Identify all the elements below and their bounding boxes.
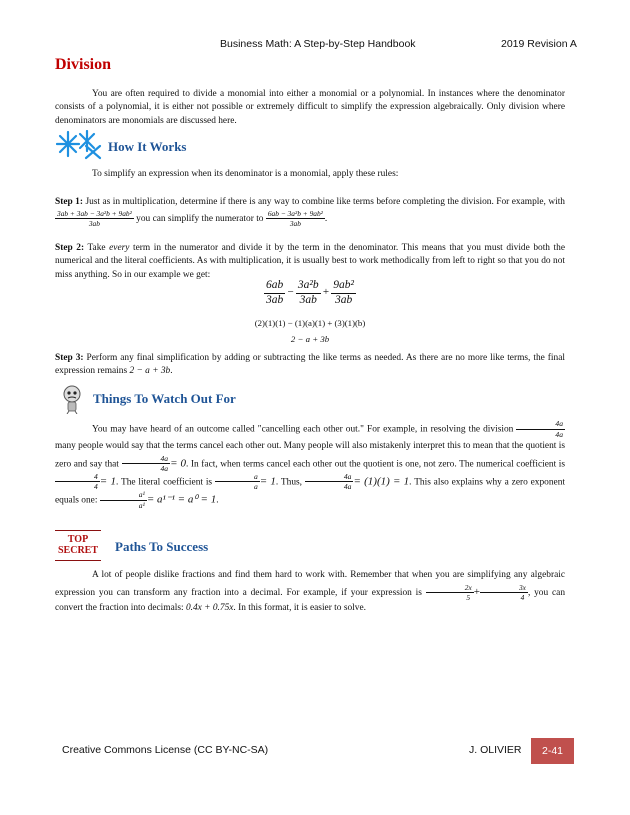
step1-text-a: Just as in multiplication, determine if there is any way to combine like terms before completing the division. For example, with <box>85 197 565 207</box>
page-title: Division <box>55 56 112 73</box>
step2-text-b: term in the numerator and divide it by the term in the denominator. This means that you must divide both the numerical and the literal coefficients. As with multiplication, it is usually best to work methodically from left to right so that you do not miss anything. So in our example we get: <box>55 243 565 280</box>
fraction-a-over-a: $\frac{a}{a}$ <box>215 473 260 491</box>
fraction-4a-over-4a-zero: $\frac{4a}{4a}$ <box>122 455 171 473</box>
step1-fraction-simplified: $\frac{\text{6ab − 3a²b + 9ab²}}{3ab}$ <box>267 209 323 229</box>
page-number: 2-41 <box>531 738 574 764</box>
fraction-a1-over-a1: $\frac{\text{a¹}}{\text{a¹}}$ <box>100 491 147 509</box>
caution-figure-icon <box>60 384 84 414</box>
eq-operator-minus: − <box>287 286 294 299</box>
footer-author: J. OLIVIER <box>469 744 522 756</box>
step2-emphasis: every <box>109 243 130 253</box>
equation-line-3: 2 − a + 3b <box>290 334 330 344</box>
decimal-expression: 0.4x + 0.75x <box>185 603 234 614</box>
step2-text-a: Take <box>87 243 106 253</box>
footer-license: Creative Commons License (CC BY-NC-SA) <box>62 744 269 756</box>
eq-term-3: $\frac{\text{9ab²}}{3ab}$ <box>333 279 354 306</box>
fraction-4a-over-4a: $\frac{4a}{4a}$ <box>516 420 565 438</box>
paths-heading: Paths To Success <box>115 539 209 554</box>
step3-text: Perform any final simplification by adding or subtracting the like terms as needed. As there are no more like terms, the final expression remains <box>55 353 565 377</box>
how-it-works-lead: To simplify an expression when its denominator is a monomial, apply these rules: <box>92 169 399 179</box>
running-header-title: Business Math: A Step-by-Step Handbook <box>220 38 416 50</box>
step3-result: 2 − a + 3b <box>129 366 171 377</box>
fraction-2x-over-5: $\frac{2x}{5}$ <box>426 584 474 602</box>
step1-paragraph: Step 1: Just as in multiplication, determine if there is any way to combine like terms before completing the division. For example, with $\frac{\text{3ab + 3ab − 3a²b + 9ab²}}{3ab}$ you can simplify the numerator to $\frac{\text{6ab − 3a²b + 9ab²}}{3ab}$ . <box>55 197 565 229</box>
fraction-4-over-4: $\frac{4}{4}$ <box>55 473 100 491</box>
step1-label: Step 1: <box>55 197 83 207</box>
top-secret-badge-icon: TOP SECRET <box>55 530 101 561</box>
watch-out-heading: Things To Watch Out For <box>93 391 236 406</box>
equation-line-1 <box>55 280 565 306</box>
step2-label: Step 2: <box>55 243 85 253</box>
step3-label: Step 3: <box>55 353 84 363</box>
watch-out-paragraph: You may have heard of an outcome called "cancelling each other out." For example, in resolving the division $\frac{4a}{4a}$ many people would say that the terms cancel each other out. Many people will also mistakenly interpret this to mean that the quotient is zero and say that $\frac{4a}{4a}$ = 0. In fact, when terms cancel each other out the quotient is one, not zero. The numerical coefficient is $\frac{4}{4}$ = 1. The literal coefficient is $\frac{a}{a}$ = 1. Thus, $\frac{4a}{4a}$ = (1)(1) = 1. This also explains why a zero exponent equals one: $\frac{\text{a¹}}{\text{a¹}}$ = a¹⁻¹ = a⁰ = 1. <box>55 419 566 510</box>
running-header-revision: 2019 Revision A <box>501 38 577 50</box>
step1-fraction-original: $\frac{\text{3ab + 3ab − 3a²b + 9ab²}}{3ab}$ <box>57 209 132 229</box>
equation-line-2: (2)(1)(1) − (1)(a)(1) + (3)(1)(b) <box>254 318 366 328</box>
eq-term-1: $\frac{6ab}{3ab}$ <box>266 279 284 306</box>
step3-paragraph: Step 3: Perform any final simplification by adding or subtracting the like terms as needed. As there are no more like terms, the final expression remains 2 − a + 3b. <box>55 353 565 377</box>
paths-paragraph: A lot of people dislike fractions and find them hard to work with. Remember that when you are simplifying any algebraic expression you can transform any fraction into a decimal. For example, if your expression is $\frac{2x}{5}$ + $\frac{3x}{4}$ , you can convert the fraction into decimals: 0.4x + 0.75x. In this format, it is easier to solve. <box>55 570 566 614</box>
fraction-3x-over-4: $\frac{3x}{4}$ <box>480 584 528 602</box>
step2-paragraph <box>55 242 565 282</box>
step1-text-b: you can simplify the numerator to <box>136 214 264 225</box>
intro-paragraph: You are often required to divide a monomial into either a monomial or a polynomial. In instances where the denominator consists of a polynomial, it is either not possible or extremely difficult to simplify the expression algebraically. Only division where denominators are monomials are discussed here. <box>55 89 565 126</box>
fraction-4a-over-4a-thus: $\frac{4a}{4a}$ <box>305 473 354 491</box>
eq-operator-plus: + <box>322 286 330 299</box>
how-it-works-heading: How It Works <box>108 139 187 154</box>
eq-term-2: $\frac{\text{3a²b}}{3ab}$ <box>297 279 319 306</box>
snowflake-icon <box>56 130 102 160</box>
